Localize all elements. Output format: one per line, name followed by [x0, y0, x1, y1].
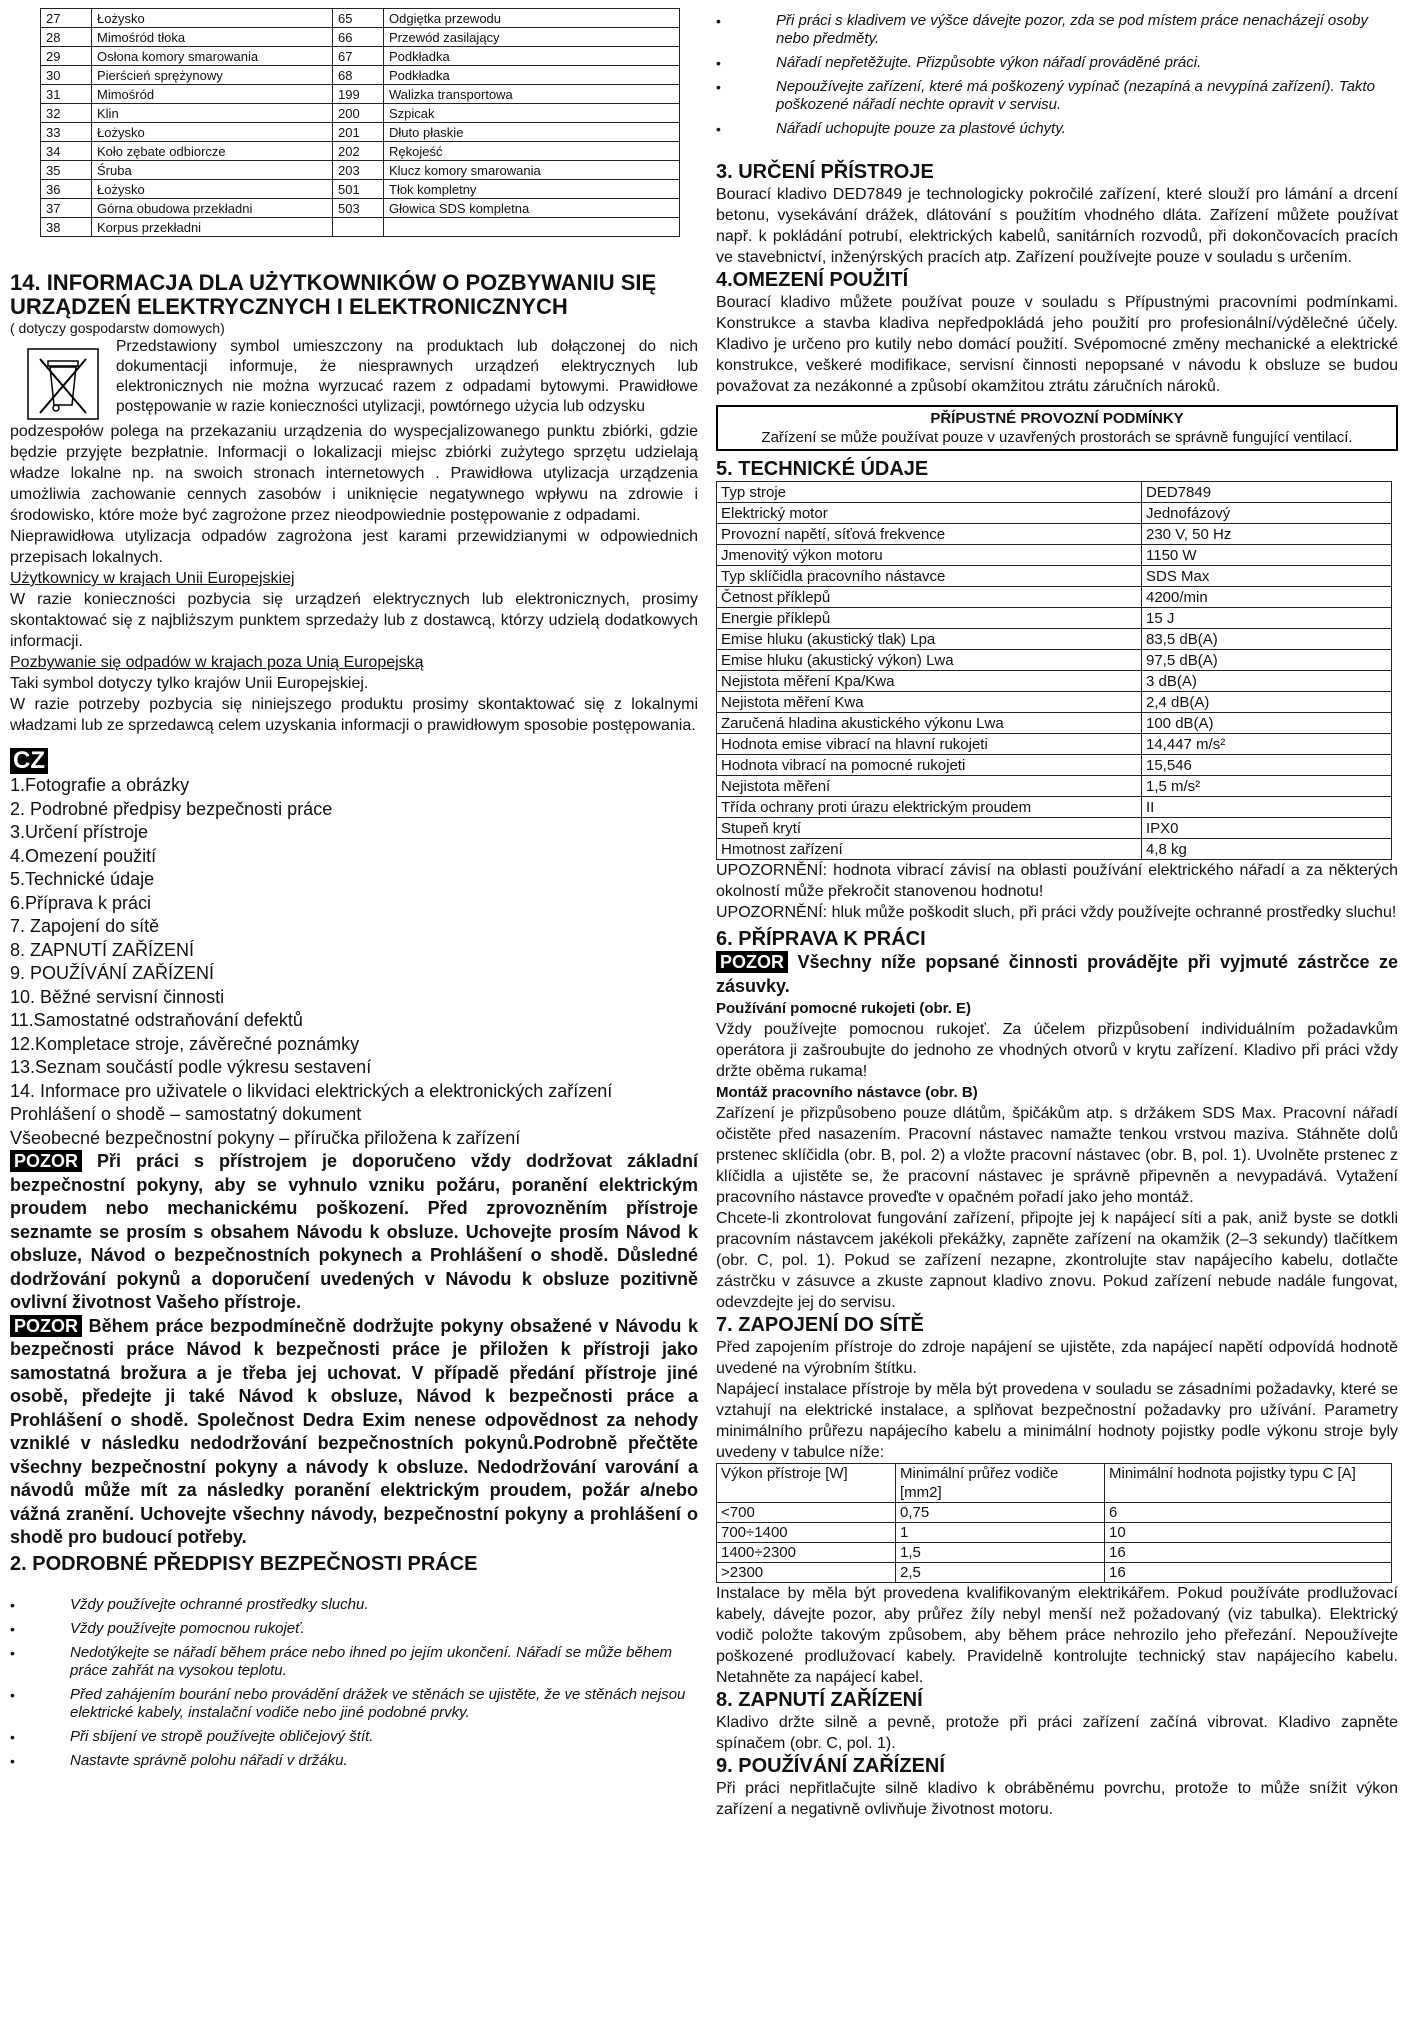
table-cell: Energie příklepů [717, 608, 1142, 629]
table-row [717, 692, 1392, 713]
pozor-badge: POZOR [10, 1315, 82, 1337]
table-row [717, 818, 1392, 839]
table-row [717, 755, 1392, 776]
table-cell: Jednofázový [1142, 503, 1392, 524]
table-row [41, 123, 680, 142]
section-4-text: Bourací kladivo můžete používat pouze v souladu s Přípustnými pracovními podmínkami. Konstrukce a stavba kladiva nepředpokládá jeho použití pro profesionální/výdělečné účely. Kladivo je určeno pro kutily nebo domácí použití. Svépomocné změny mechanické a elektrické konstrukce, veškeré modifikace, servisní činnosti nepopsané v návodu k obsluze se budou považovat za nezákonné a způsobí okamžitou ztrátu záručních nároků. [716, 294, 1398, 395]
table-cell: Typ sklíčidla pracovního nástavce [717, 566, 1142, 587]
table-cell: 199 [333, 85, 384, 104]
pl-paragraph: Nieprawidłowa utylizacja odpadów zagrożona jest karami przewidzianymi w odpowiednich przepisach lokalnych. [10, 528, 698, 566]
toc-item: 12.Kompletace stroje, závěrečné poznámky [10, 1033, 360, 1054]
table-row [41, 9, 680, 28]
table-header-cell: Výkon přístroje [W] [717, 1464, 896, 1503]
table-row [717, 524, 1392, 545]
list-item: • Vždy používejte ochranné prostředky sluchu. [10, 1596, 698, 1614]
table-cell: Tłok kompletny [384, 180, 680, 199]
table-cell: Hmotnost zařízení [717, 839, 1142, 860]
table-cell: 1 [896, 1523, 1105, 1543]
table-cell: Nejistota měření Kpa/Kwa [717, 671, 1142, 692]
table-row [717, 797, 1392, 818]
table-row [717, 713, 1392, 734]
aux-handle-text: Vždy používejte pomocnou rukojeť. Za účelem přizpůsobení individuálním požadavkům operátora ji zašroubujte do jednoho ze vhodných otvorů v krytu zařízení. Kladivo při práci vždy držte oběma rukama! [716, 1021, 1398, 1080]
section-5-title: 5. TECHNICKÉ ÚDAJE [716, 458, 929, 480]
pl-noneu-title: Pozbywanie się odpadów w krajach poza Unią Europejską [10, 654, 424, 671]
table-cell: 1400÷2300 [717, 1543, 896, 1563]
table-cell: 65 [333, 9, 384, 28]
table-cell: II [1142, 797, 1392, 818]
vibration-note: UPOZORNĚNÍ: hodnota vibrací závisí na oblasti používání elektrického nářadí a za některých okolností může překročit stanovenou hodnotu! [716, 862, 1398, 900]
table-cell: IPX0 [1142, 818, 1392, 839]
table-cell: Provozní napětí, síťová frekvence [717, 524, 1142, 545]
section-8-text: Kladivo držte silně a pevně, protože při práci zařízení začíná vibrovat. Kladivo zapněte spínačem (obr. C, pol. 1). [716, 1714, 1398, 1752]
pl-disposal-heading: 14. INFORMACJA DLA UŻYTKOWNIKÓW O POZBYWANIU SIĘ URZĄDZEŃ ELEKTRYCZNYCH I ELEKTRONICZNYCH [10, 270, 657, 319]
table-cell: 68 [333, 66, 384, 85]
toc-item: 3.Určení přístroje [10, 822, 149, 842]
table-cell: 37 [41, 199, 92, 218]
table-cell: Elektrický motor [717, 503, 1142, 524]
table-cell: 97,5 dB(A) [1142, 650, 1392, 671]
table-cell: SDS Max [1142, 566, 1392, 587]
table-cell: Klin [92, 104, 333, 123]
table-row [41, 28, 680, 47]
section-9-title: 9. POUŽÍVÁNÍ ZAŘÍZENÍ [716, 1755, 945, 1777]
table-cell: 201 [333, 123, 384, 142]
section-7-text: Napájecí instalace přístroje by měla být provedena v souladu se zásadními požadavky, které se vztahují na elektrické instalace, a splňovat bezpečnostní požadavky pro užívání. Parametry minimálního průřezu napájecího kabelu a minimální hodnoty pojistky podle výkonu stroje byly uvedeny v tabulce níže: [716, 1381, 1398, 1461]
table-cell: 4,8 kg [1142, 839, 1392, 860]
safety-bullet-list-continued [716, 12, 1398, 138]
left-column [10, 8, 698, 1776]
preparation-warning-text: Všechny níže popsané činnosti provádějte při vyjmuté zástrčce ze zásuvky. [716, 952, 1398, 996]
table-cell: Osłona komory smarowania [92, 47, 333, 66]
toc-item: 8. ZAPNUTÍ ZAŘÍZENÍ [10, 939, 195, 960]
toc-item: 6.Příprava k práci [10, 892, 152, 913]
table-cell: 501 [333, 180, 384, 199]
table-row [717, 1503, 1392, 1523]
table-cell: Dłuto płaskie [384, 123, 680, 142]
table-cell: 203 [333, 161, 384, 180]
weee-text: Przedstawiony symbol umieszczony na produktach lub dołączonej do nich dokumentacji informuje, że niesprawnych urządzeń elektrycznych lub elektronicznych nie można wyrzucać razem z odpadami bytowymi. Prawidłowe postępowanie w razie konieczności utylizacji, powtórnego użycia lub odzysku [116, 338, 698, 415]
pl-noneu-text: W razie potrzeby pozbycia się niniejszego produktu prosimy skontaktować się z lokalnymi władzami lub ze sprzedawcą celem uzyskania informacji o prawidłowym sposobie postępowania. [10, 696, 698, 734]
table-cell: 38 [41, 218, 92, 237]
table-cell: 14,447 m/s² [1142, 734, 1392, 755]
table-row [717, 608, 1392, 629]
table-cell: Emise hluku (akustický výkon) Lwa [717, 650, 1142, 671]
section-6-title: 6. PŘÍPRAVA K PRÁCI [716, 928, 926, 950]
table-cell: Podkładka [384, 66, 680, 85]
technical-data-table [716, 481, 1392, 860]
section-4-title: 4.OMEZENÍ POUŽITÍ [716, 269, 909, 291]
table-cell: 6 [1105, 1503, 1392, 1523]
table-row [717, 734, 1392, 755]
table-cell: Mimośród tłoka [92, 28, 333, 47]
table-cell: Podkładka [384, 47, 680, 66]
table-cell: Nejistota měření [717, 776, 1142, 797]
table-row [717, 1523, 1392, 1543]
table-cell: Hodnota vibrací na pomocné rukojeti [717, 755, 1142, 776]
table-cell: Typ stroje [717, 482, 1142, 503]
table-cell: 1,5 m/s² [1142, 776, 1392, 797]
table-cell: 3 dB(A) [1142, 671, 1392, 692]
table-cell: 67 [333, 47, 384, 66]
safety-bullet-list [10, 1596, 698, 1770]
section-2-title: 2. PODROBNÉ PŘEDPISY BEZPEČNOSTI PRÁCE [10, 1552, 478, 1575]
table-cell: Klucz komory smarowania [384, 161, 680, 180]
right-column [716, 8, 1398, 1820]
table-header-cell: Minimální hodnota pojistky typu C [A] [1105, 1464, 1392, 1503]
table-cell: Koło zębate odbiorcze [92, 142, 333, 161]
table-cell: 503 [333, 199, 384, 218]
table-cell: Četnost příklepů [717, 587, 1142, 608]
toc-item: 2. Podrobné předpisy bezpečnosti práce [10, 798, 333, 819]
table-cell: Emise hluku (akustický tlak) Lpa [717, 629, 1142, 650]
table-cell: Rękojeść [384, 142, 680, 161]
table-cell: 700÷1400 [717, 1523, 896, 1543]
pl-eu-title: Użytkownicy w krajach Unii Europejskiej [10, 570, 295, 587]
table-cell: 34 [41, 142, 92, 161]
crossed-bin-icon [26, 347, 100, 421]
section-7-title: 7. ZAPOJENÍ DO SÍTĚ [716, 1314, 924, 1336]
list-item: • Vždy používejte pomocnou rukojeť. [10, 1620, 698, 1638]
table-cell: Jmenovitý výkon motoru [717, 545, 1142, 566]
pl-eu-text: W razie konieczności pozbycia się urządzeń elektrycznych lub elektronicznych, prosimy skontaktować się z najbliższym punktem sprzedaży lub z dostawcą, którzy udzielą dodatkowych informacji. [10, 591, 698, 650]
noise-note: UPOZORNĚNÍ: hluk může poškodit sluch, při práci vždy používejte ochranné prostředky sluchu! [716, 904, 1397, 921]
table-row [717, 545, 1392, 566]
table-cell: 10 [1105, 1523, 1392, 1543]
table-cell: Głowica SDS kompletna [384, 199, 680, 218]
table-cell: 4200/min [1142, 587, 1392, 608]
table-cell: Walizka transportowa [384, 85, 680, 104]
table-row [41, 142, 680, 161]
section-8-title: 8. ZAPNUTÍ ZAŘÍZENÍ [716, 1689, 923, 1711]
pl-noneu-text: Taki symbol dotyczy tylko krajów Unii Europejskiej. [10, 675, 369, 692]
table-cell: 36 [41, 180, 92, 199]
table-of-contents [10, 774, 698, 1150]
conditions-title: PŘÍPUSTNÉ PROVOZNÍ PODMÍNKY [930, 410, 1184, 427]
table-cell [333, 218, 384, 237]
cable-fuse-table [716, 1463, 1392, 1583]
table-row [717, 482, 1392, 503]
toc-item: 9. POUŽÍVÁNÍ ZAŘÍZENÍ [10, 963, 215, 983]
table-row [717, 1543, 1392, 1563]
table-row [41, 161, 680, 180]
list-item: • Před zahájením bourání nebo provádění drážek ve stěnách se ujistěte, že ve stěnách nejsou elektrické kabely, instalační vodiče nebo jiné podobné prvky. [10, 1686, 698, 1722]
toc-item: Všeobecné bezpečnostní pokyny – příručka přiložena k zařízení [10, 1127, 521, 1148]
pozor-badge: POZOR [10, 1150, 82, 1172]
toc-item: 10. Běžné servisní činnosti [10, 986, 225, 1007]
pl-paragraph: podzespołów polega na przekazaniu urządzenia do wyspecjalizowanego punktu zbiórki, gdzie będzie przyjęte bezpłatnie. Informacji o lokalizacji miejsc zbiórki zużytego sprzętu udzielają władze lokalne np. na swoich stronach internetowych . Prawidłowa utylizacja urządzenia umożliwia zachowanie cennych zasobów i uniknięcie negatywnego wpływu na zdrowie i środowisko, które może być zagrożone przez nieodpowiednie postępowanie z odpadami. [10, 423, 698, 524]
table-row [41, 85, 680, 104]
table-cell: 31 [41, 85, 92, 104]
weee-block [10, 337, 698, 421]
table-row [717, 629, 1392, 650]
list-item: • Nepoužívejte zařízení, které má poškozený vypínač (nezapíná a nevypíná zařízení). Takto poškozené nářadí nechte opravit v servisu. [716, 78, 1398, 114]
pozor-badge: POZOR [716, 951, 788, 973]
table-cell: 202 [333, 142, 384, 161]
tool-mount-text: Zařízení je přizpůsobeno pouze dlátům, špičákům atp. s držákem SDS Max. Pracovní nářadí očistěte před nasazením. Pracovní nástavec namažte tenkou vrstvou maziva. Stáhněte dolů prstenec sklíčidla (obr. B, pol. 2) a vložte pracovní nástavec (obr. B, pol. 1). Uvolněte prstenec z klíčidla a ujistěte se, že pracovní nástavec je správně připevněn a nevypadává. Vytažení pracovního nástavce proveďte v opačném pořadí jako jeho montáž. [716, 1105, 1398, 1206]
table-cell: Przewód zasilający [384, 28, 680, 47]
toc-item: 7. Zapojení do sítě [10, 916, 160, 936]
table-cell: Třída ochrany proti úrazu elektrickým proudem [717, 797, 1142, 818]
toc-item: 11.Samostatné odstraňování defektů [10, 1010, 303, 1030]
table-cell: 0,75 [896, 1503, 1105, 1523]
table-cell: Hodnota emise vibrací na hlavní rukojeti [717, 734, 1142, 755]
list-item: • Nedotýkejte se nářadí během práce nebo ihned po jejím ukončení. Nářadí se může během práce zahřát na vysokou teplotu. [10, 1644, 698, 1680]
table-row [41, 199, 680, 218]
table-cell: 29 [41, 47, 92, 66]
table-cell: 15,546 [1142, 755, 1392, 776]
table-cell: >2300 [717, 1563, 896, 1583]
table-cell: 27 [41, 9, 92, 28]
table-cell: Zaručená hladina akustického výkonu Lwa [717, 713, 1142, 734]
toc-item: 1.Fotografie a obrázky [10, 775, 190, 795]
table-cell: 33 [41, 123, 92, 142]
table-cell: 230 V, 50 Hz [1142, 524, 1392, 545]
pl-disposal-subheading: ( dotyczy gospodarstw domowych) [10, 320, 225, 336]
table-cell: Śruba [92, 161, 333, 180]
operating-conditions-box [716, 405, 1398, 451]
table-cell: 100 dB(A) [1142, 713, 1392, 734]
table-cell: Mimośród [92, 85, 333, 104]
table-cell: 1150 W [1142, 545, 1392, 566]
table-cell: Łożysko [92, 180, 333, 199]
table-cell: 16 [1105, 1563, 1392, 1583]
table-row [717, 839, 1392, 860]
safety-warning-1 [10, 1150, 698, 1315]
table-cell: Łożysko [92, 123, 333, 142]
table-cell: 30 [41, 66, 92, 85]
table-row [717, 566, 1392, 587]
list-item: • Nastavte správně polohu nářadí v držáku. [10, 1752, 698, 1770]
list-item: • Nářadí uchopujte pouze za plastové úchyty. [716, 120, 1398, 138]
parts-table [40, 8, 680, 237]
safety-warning-2 [10, 1315, 698, 1550]
table-cell: Nejistota měření Kwa [717, 692, 1142, 713]
toc-item: 5.Technické údaje [10, 869, 155, 889]
table-row [717, 650, 1392, 671]
list-item: • Při práci s kladivem ve výšce dávejte pozor, zda se pod místem práce nenacházejí osoby nebo předměty. [716, 12, 1398, 48]
preparation-warning [716, 951, 1398, 998]
table-cell: 1,5 [896, 1543, 1105, 1563]
table-row [41, 218, 680, 237]
table-row [717, 503, 1392, 524]
table-row [41, 180, 680, 199]
table-row [717, 671, 1392, 692]
section-7-text: Před zapojením přístroje do zdroje napájení se ujistěte, zda napájecí napětí odpovídá hodnotě uvedené na výrobním štítku. [716, 1339, 1398, 1377]
table-cell: <700 [717, 1503, 896, 1523]
table-cell: DED7849 [1142, 482, 1392, 503]
aux-handle-title: Používání pomocné rukojeti (obr. E) [716, 1000, 972, 1017]
table-cell: Stupeň krytí [717, 818, 1142, 839]
table-cell: 2,5 [896, 1563, 1105, 1583]
section-3-title: 3. URČENÍ PŘÍSTROJE [716, 161, 934, 183]
table-cell: 32 [41, 104, 92, 123]
section-7-text: Instalace by měla být provedena kvalifikovaným elektrikářem. Pokud používáte prodlužovací kabely, dávejte pozor, aby průřez žíly nebyl menší než požadovaný (viz tabulka). Elektrický vodič položte takovým způsobem, aby během práce nehrozilo jeho přeřezání. Nepoužívejte poškozené prodlužovací kabely. Pravidelně kontrolujte technický stav napájecího kabelu. Netahněte za napájecí kabel. [716, 1585, 1398, 1686]
table-row [717, 776, 1392, 797]
function-check-text: Chcete-li zkontrolovat fungování zařízení, připojte jej k napájecí síti a pak, aniž byste se dotkli pracovním nástavcem jakékoli překážky, zapněte zařízení na okamžik (2–3 sekundy) tlačítkem (obr. C, pol. 1). Pokud se zařízení nezapne, zkontrolujte stav napájecího kabelu, dotlačte zástrčku v zásuvce a zkuste zapnout kladivo znovu. Pokud zařízení nebude nadále fungovat, odevzdejte jej do servisu. [716, 1210, 1398, 1311]
table-cell: 28 [41, 28, 92, 47]
section-9-text: Při práci nepřitlačujte silně kladivo k obráběnému povrchu, protože to může snížit výkon zařízení a negativně ovlivňuje životnost motoru. [716, 1780, 1398, 1818]
table-row [717, 587, 1392, 608]
conditions-text: Zařízení se může používat pouze v uzavřených prostorách se správně fungující ventilací. [761, 429, 1353, 446]
table-cell: 200 [333, 104, 384, 123]
table-cell: Korpus przekładni [92, 218, 333, 237]
toc-item: 13.Seznam součástí podle výkresu sestavení [10, 1057, 372, 1077]
table-cell: 16 [1105, 1543, 1392, 1563]
table-cell: Górna obudowa przekładni [92, 199, 333, 218]
table-row [717, 1563, 1392, 1583]
table-cell: 35 [41, 161, 92, 180]
toc-item: 4.Omezení použití [10, 845, 157, 866]
warning-text: Během práce bezpodmínečně dodržujte pokyny obsažené v Návodu k bezpečnosti práce Návod k bezpečnosti práce je přiložen k přístroji jako samostatná brožura a je třeba jej uchovat. V případě předání přístroje jiné osobě, předejte ji také Návod k obsluze, Návod k bezpečnosti práce a Prohlášení o shodě. Společnost Dedra Exim nenese odpovědnost za nehody vzniklé v následku nedodržování bezpečnostních pokynů.Podrobně přečtěte všechny bezpečnostní pokyny a návody k obsluze. Nedodržování varování a návodů může mít za následky poranění elektrickým proudem, požár a/nebo vážná zranění. Uchovejte všechny návody, bezpečnostní pokyny a prohlášení o shodě pro budoucí potřeby. [10, 1315, 698, 1547]
table-cell: Szpicak [384, 104, 680, 123]
table-row [41, 47, 680, 66]
table-cell: Odgiętka przewodu [384, 9, 680, 28]
table-cell [384, 218, 680, 237]
toc-item: Prohlášení o shodě – samostatný dokument [10, 1104, 362, 1124]
table-cell: Łożysko [92, 9, 333, 28]
table-row [41, 66, 680, 85]
table-cell: Pierścień sprężynowy [92, 66, 333, 85]
table-header-cell: Minimální průřez vodiče [mm2] [896, 1464, 1105, 1503]
table-cell: 83,5 dB(A) [1142, 629, 1392, 650]
table-cell: 15 J [1142, 608, 1392, 629]
table-header-row [717, 1464, 1392, 1503]
list-item: • Nářadí nepřetěžujte. Přizpůsobte výkon nářadí prováděné práci. [716, 54, 1398, 72]
tool-mount-title: Montáž pracovního nástavce (obr. B) [716, 1084, 978, 1101]
section-3-text: Bourací kladivo DED7849 je technologicky pokročilé zařízení, které slouží pro lámání a drcení betonu, vysekávání drážek, dlátování s použitím vhodného dláta. Zařízení můžete používat např. k pokládání potrubí, elektrických kabelů, sanitárních rozvodů, při dokončovacích pracích ve stavebnictví, inženýrských pracích atp. Zařízení používejte pouze v souladu s určením. [716, 186, 1398, 266]
cz-language-badge: CZ [10, 748, 48, 774]
table-row [41, 104, 680, 123]
table-cell: 66 [333, 28, 384, 47]
table-cell: 2,4 dB(A) [1142, 692, 1392, 713]
list-item: • Při sbíjení ve stropě používejte obličejový štít. [10, 1728, 698, 1746]
warning-text: Při práci s přístrojem je doporučeno vždy dodržovat základní bezpečnostní pokyny, aby se vyhnulo vzniku požáru, poranění elektrickým proudem nebo mechanickému poškození. Před zprovozněním přístroje seznamte se prosím s obsahem Návodu k obsluze. Uchovejte prosím Návod k obsluze, Návod o bezpečnostních pokynech a Prohlášení o shodě. Důsledné dodržování pokynů a doporučení uvedených v Návodu k obsluze pozitivně ovlivní životnost Vašeho přístroje. [10, 1151, 698, 1312]
toc-item: 14. Informace pro uživatele o likvidaci elektrických a elektronických zařízení [10, 1080, 613, 1101]
